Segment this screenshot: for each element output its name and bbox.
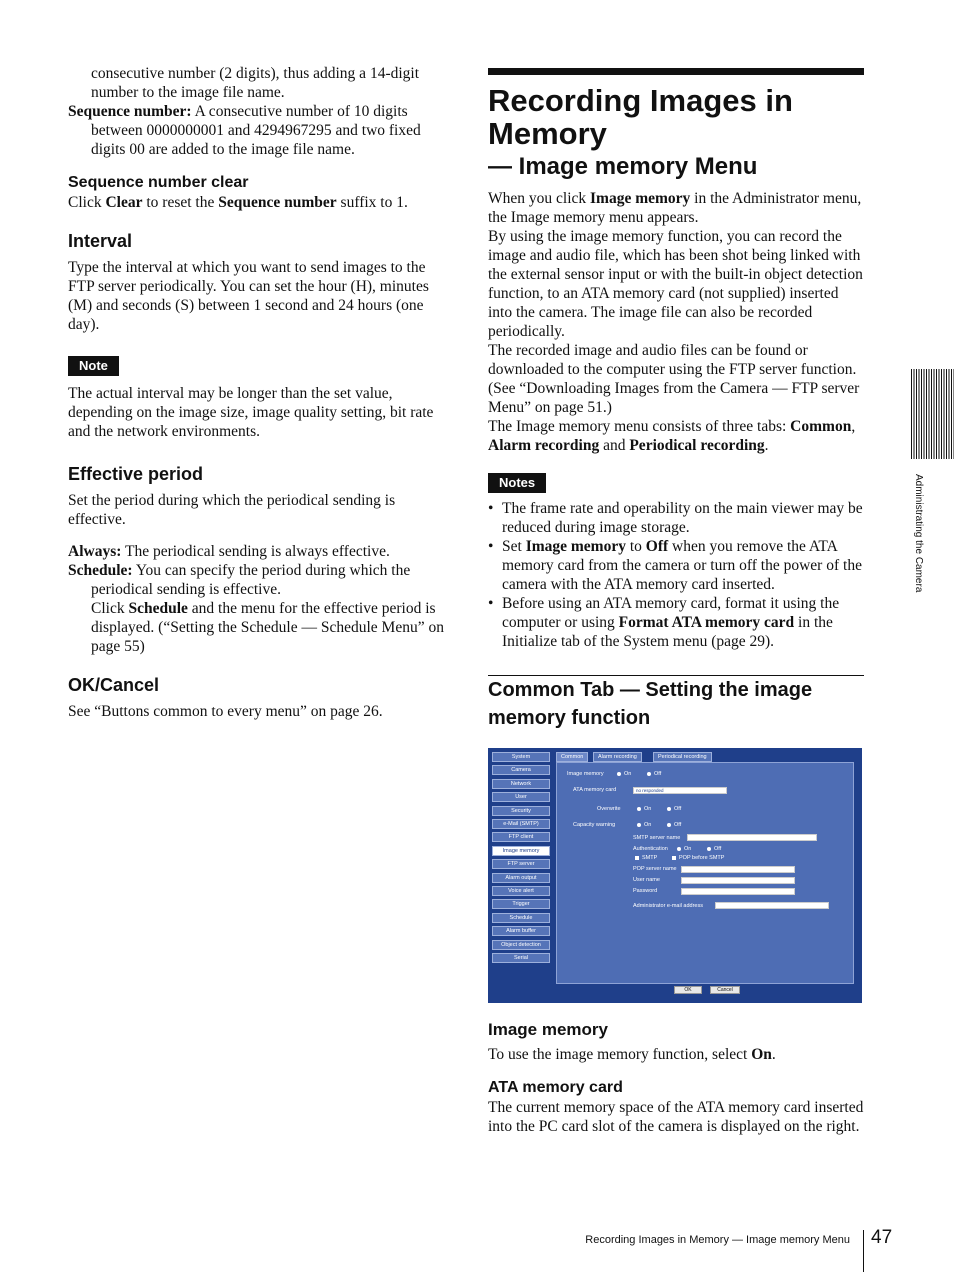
paragraph-tabs: The Image memory menu consists of three tabs: Common, Alarm recording and Periodical recording.: [488, 418, 856, 454]
image-memory-text: To use the image memory function, select On.: [488, 1046, 776, 1063]
nav-item-trigger[interactable]: Trigger: [492, 899, 550, 909]
left-column: [68, 64, 444, 721]
footer-divider: [863, 1230, 864, 1272]
nav-item-serial[interactable]: Serial: [492, 953, 550, 963]
note-label: Note: [68, 356, 119, 376]
interval-text: Type the interval at which you want to send images to the FTP server periodically. You can set the hour (H), minutes (M) and seconds (S) between 1 second and 24 hours (one day).: [68, 259, 429, 333]
nav-item-user[interactable]: User: [492, 792, 550, 802]
schedule-definition: Schedule: You can specify the period during which the periodical sending is effective.: [68, 562, 411, 598]
sequence-number-definition: Sequence number: A consecutive number of 10 digits between 0000000001 and 4294967295 and two fixed digits 00 are added to the image file name.: [68, 103, 421, 158]
nav-item-schedule[interactable]: Schedule: [492, 913, 550, 923]
overwrite-off[interactable]: Off: [667, 806, 681, 813]
nav-item-image-memory[interactable]: Image memory: [492, 846, 550, 856]
page-title: Recording Images in Memory: [488, 83, 793, 151]
section-title: Common Tab — Setting the image memory function: [488, 679, 813, 729]
admin-email-input[interactable]: [715, 902, 829, 909]
ok-cancel-text: See “Buttons common to every menu” on page 26.: [68, 703, 383, 720]
admin-email-label: Administrator e-mail address: [633, 903, 703, 909]
capacity-warning-on[interactable]: On: [637, 822, 651, 829]
image-memory-screenshot: [488, 748, 862, 1003]
checkbox-icon: [672, 856, 676, 860]
cancel-button[interactable]: Cancel: [710, 986, 740, 994]
password-label: Password: [633, 888, 658, 894]
note-text: The actual interval may be longer than the set value, depending on the image size, image quality setting, bit rate and the network environments.: [68, 385, 434, 440]
schedule-more-text: Click Schedule and the menu for the effective period is displayed. (“Setting the Schedule — Schedule Menu” on page 55): [91, 600, 444, 655]
list-item: • Before using an ATA memory card, format it using the computer or using Format ATA memory card in the Initialize tab of the System menu (page 29).: [488, 595, 840, 650]
notes-list: [488, 499, 864, 651]
radio-icon: [637, 823, 641, 827]
ata-memory-card-label: ATA memory card: [573, 787, 617, 793]
nav-item-ftp-server[interactable]: FTP server: [492, 859, 550, 869]
password-input[interactable]: [681, 888, 795, 895]
pop-server-name-input[interactable]: [681, 866, 795, 873]
always-definition: Always: The periodical sending is always effective.: [68, 543, 390, 560]
nav-item-system[interactable]: System: [492, 752, 550, 762]
radio-icon: [667, 807, 671, 811]
pop-before-smtp-checkbox[interactable]: POP before SMTP: [672, 855, 724, 862]
nav-item-network[interactable]: Network: [492, 779, 550, 789]
heading-image-memory: Image memory: [488, 1020, 608, 1039]
nav-item-object-detection[interactable]: Object detection: [492, 940, 550, 950]
tab-common[interactable]: Common: [556, 752, 588, 762]
authentication-label: Authentication: [633, 846, 668, 852]
nav-item-alarm-output[interactable]: Alarm output: [492, 873, 550, 883]
radio-icon: [707, 847, 711, 851]
nav-item-ftp-client[interactable]: FTP client: [492, 832, 550, 842]
right-column: [488, 68, 864, 1136]
smtp-server-name-label: SMTP server name: [633, 835, 681, 841]
image-memory-on[interactable]: On: [617, 771, 631, 778]
nav-item-voice-alert[interactable]: Voice alert: [492, 886, 550, 896]
heading-sequence-number-clear: Sequence number clear: [68, 174, 249, 191]
pop-server-name-label: POP server name: [633, 866, 677, 872]
user-name-input[interactable]: [681, 877, 795, 884]
overwrite-label: Overwrite: [597, 806, 621, 812]
tab-alarm-recording[interactable]: Alarm recording: [593, 752, 642, 762]
checkbox-icon: [635, 856, 639, 860]
heading-ata-memory-card: ATA memory card: [488, 1079, 623, 1096]
list-item: • The frame rate and operability on the main viewer may be reduced during image storage.: [488, 500, 863, 536]
running-footer: Recording Images in Memory — Image memory Menu: [585, 1234, 850, 1246]
nav-item-camera[interactable]: Camera: [492, 765, 550, 775]
paragraph-continuation: consecutive number (2 digits), thus adding a 14-digit number to the image file name.: [91, 65, 420, 101]
radio-icon: [667, 823, 671, 827]
authentication-on[interactable]: On: [677, 846, 691, 853]
capacity-warning-off[interactable]: Off: [667, 822, 681, 829]
title-rule: [488, 68, 864, 75]
overwrite-on[interactable]: On: [637, 806, 651, 813]
heading-interval: Interval: [68, 231, 133, 251]
heading-ok-cancel: OK/Cancel: [68, 675, 160, 695]
page-subtitle: — Image memory Menu: [488, 153, 758, 180]
radio-icon: [637, 807, 641, 811]
radio-icon: [677, 847, 681, 851]
side-tab-label: Administrating the Camera: [913, 474, 924, 593]
authentication-off[interactable]: Off: [707, 846, 721, 853]
smtp-checkbox[interactable]: SMTP: [635, 855, 657, 862]
tab-periodical-recording[interactable]: Periodical recording: [653, 752, 712, 762]
smtp-server-name-input[interactable]: [687, 834, 817, 841]
paragraph-function: By using the image memory function, you can record the image and audio file, which has been shot being linked with the external sensor input or with the built-in object detection function, to an ATA memory card (not supplied) inserted into the camera. The image file can also be recorded periodically.: [488, 228, 863, 340]
image-memory-label: Image memory: [567, 771, 604, 777]
list-item: • Set Image memory to Off when you remove the ATA memory card from the camera or turn off the power of the camera with the ATA memory card inserted.: [488, 538, 862, 593]
heading-effective-period: Effective period: [68, 464, 204, 484]
paragraph-download: The recorded image and audio files can be found or downloaded to the computer using the FTP server function. (See “Downloading Images from the Camera — FTP server Menu” on page 51.): [488, 342, 860, 416]
ok-button[interactable]: OK: [674, 986, 702, 994]
nav-item-security[interactable]: Security: [492, 806, 550, 816]
effective-period-text: Set the period during which the periodical sending is effective.: [68, 492, 396, 528]
user-name-label: User name: [633, 877, 660, 883]
intro-text: When you click Image memory in the Administrator menu, the Image memory menu appears.: [488, 190, 862, 226]
radio-icon: [617, 772, 621, 776]
ata-memory-card-text: The current memory space of the ATA memory card inserted into the PC card slot of the camera is displayed on the right.: [488, 1099, 864, 1135]
page-number: 47: [871, 1227, 893, 1248]
capacity-warning-label: Capacity warning: [573, 822, 616, 828]
nav-item-e-mail-smtp[interactable]: e-Mail (SMTP): [492, 819, 550, 829]
nav-item-alarm-buffer[interactable]: Alarm buffer: [492, 926, 550, 936]
radio-icon: [647, 772, 651, 776]
common-tab-panel: [556, 762, 854, 984]
sequence-number-clear-text: Click Clear to reset the Sequence number suffix to 1.: [68, 194, 408, 211]
side-thumb-tab: [911, 369, 954, 459]
ata-memory-value: no responded: [633, 787, 727, 794]
image-memory-off[interactable]: Off: [647, 771, 661, 778]
notes-label: Notes: [488, 473, 546, 493]
